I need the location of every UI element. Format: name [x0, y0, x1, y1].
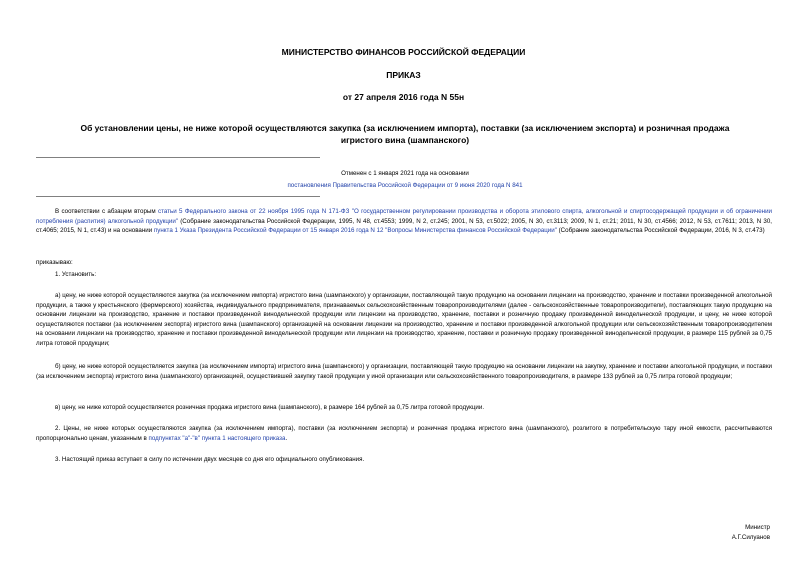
item-1: 1. Установить:	[55, 271, 97, 278]
cancellation-link[interactable]: постановления Правительства Российской Федерации от 9 июня 2020 года N 841	[287, 182, 523, 189]
cancellation-note	[200, 168, 610, 192]
item-3: 3. Настоящий приказ вступает в силу по истечении двух месяцев со дня его официального опубликования.	[55, 456, 365, 463]
ministry-heading: МИНИСТЕРСТВО ФИНАНСОВ РОССИЙСКОЙ ФЕДЕРАЦИИ	[281, 47, 526, 57]
federal-law-link[interactable]: статьи 5 Федерального закона от 22 ноября 1995 года N 171-ФЗ "О государственном регулировании производства и оборота этилового спирта, алкогольной и спиртосодержащей продукции и об ограничении потребления (распития) алкогольной продукции"	[36, 208, 773, 225]
preamble-text-1: В соответствии с абзацем вторым	[55, 208, 158, 215]
top-divider	[36, 157, 320, 158]
item-2-end: .	[285, 434, 288, 442]
preamble-text-2: (Собрание законодательства Российской Федерации, 1995, N 48, ст.4553; 1999, N 2, ст.245; 2001, N 53, ст.5022; 2005, N 30, ст.3113; 2009, N 1, ст.21; 2011, N 30, ст.4566; 2012, N 53, ст.7611; 2013, N 30, ст.4065; 2015, N 1, ст.43) и на основании	[36, 217, 772, 235]
subitems-link[interactable]: подпунктах "а"-"в" пункта 1 настоящего приказа	[148, 434, 286, 442]
preamble-paragraph	[36, 207, 772, 236]
order-word: приказываю:	[36, 259, 73, 266]
preamble-text-3: (Собрание законодательства Российской Федерации, 2016, N 3, ст.473)	[556, 227, 765, 235]
sub-item-a: а) цену, не ниже которой осуществляются закупка (за исключением импорта) игристого вина (шампанского) у организации, поставляющей такую продукцию на основании лицензии на производство, хранение и поставки произведенной алкогольной продукции, а также у крестьянского (фермерского) хозяйства, индивидуального предпринимателя, признаваемых сельскохозяйственным товаропроизводителями (далее - сельскохозяйственные товаропроизводители), поставляющих такую продукцию на основании лицензии на производство, хранение и поставки произведенной винодельческой продукции или лицензии на производство, хранение, поставки и розничную продажу произведенной винодельческой продукции, и цену, не ниже которой осуществляются поставки (за исключением экспорта) игристого вина (шампанского) организацией на основании лицензии на производство, хранение и поставки произведенной алкогольной продукции или сельскохозяйственным товаропроизводителем на основании лицензии на производство, хранение и поставки произведенной винодельческой продукции или лицензии на производство, хранение, поставки и розничную продажу произведенной винодельческой продукции, в размере 115 рублей за 0,75 литра готовой продукции;	[36, 292, 772, 347]
signature-name: А.Г.Силуанов	[731, 534, 770, 541]
cancellation-text: Отменен с 1 января 2021 года на основании	[341, 170, 469, 177]
doc-type-heading: ПРИКАЗ	[386, 70, 421, 80]
document-title: Об установлении цены, не ниже которой осуществляются закупка (за исключением импорта), поставки (за исключением экспорта) и розничная продажа игристого вина (шампанского)	[80, 123, 730, 145]
item-2	[36, 424, 772, 443]
president-decree-link[interactable]: пункта 1 Указа Президента Российской Федерации от 15 января 2016 года N 12 "Вопросы Министерства финансов Российской Федерации"	[153, 227, 557, 235]
bottom-divider	[36, 196, 320, 197]
date-number-heading: от 27 апреля 2016 года N 55н	[342, 92, 465, 102]
signature-position: Министр	[745, 524, 770, 531]
item-2-text: 2. Цены, не ниже которых осуществляются закупка (за исключением импорта), поставки (за исключением экспорта) и розничная продажа игристого вина (шампанского), розлитого в потребительскую тару иной емкости, рассчитываются пропорционально ценам, указанным в	[36, 425, 772, 442]
sub-item-c: в) цену, не ниже которой осуществляется розничная продажа игристого вина (шампанского), в размере 164 рублей за 0,75 литра готовой продукции.	[55, 404, 485, 411]
signature-block	[732, 523, 770, 543]
sub-item-b: б) цену, не ниже которой осуществляется закупка (за исключением импорта) игристого вина (шампанского) у организации, поставляющей такую продукцию на основании лицензии на закупку, хранение и поставки алкогольной продукции, и поставки (за исключением экспорта) игристого вина (шампанского) организацией, осуществившей закупку такой продукции у иной организации или сельскохозяйственного товаропроизводителя, в размере 133 рублей за 0,75 литра готовой продукции;	[36, 363, 772, 380]
